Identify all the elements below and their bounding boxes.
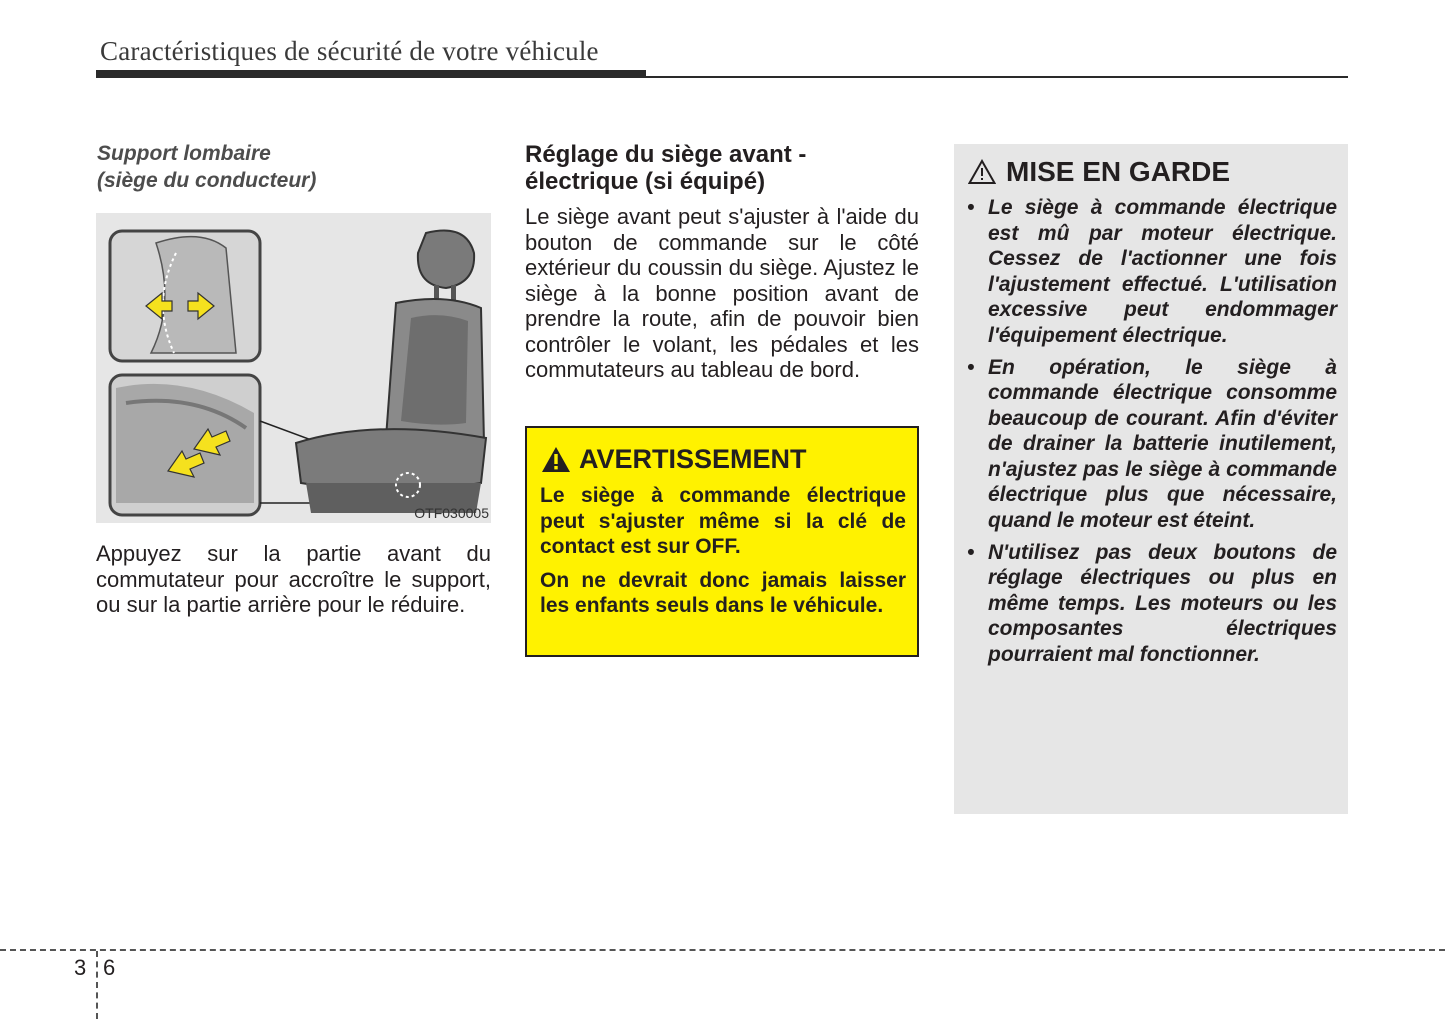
seat-diagram	[96, 213, 491, 523]
footer-dashed-divider	[96, 951, 98, 1019]
bullet: •	[967, 355, 975, 379]
warning-paragraph-1: Le siège à commande électrique peut s'ajuster même si la clé de contact est sur OFF.	[540, 484, 906, 558]
warning-title	[541, 444, 807, 475]
caution-title-text: MISE EN GARDE	[1006, 156, 1231, 187]
power-seat-heading	[525, 141, 806, 195]
caution-item-text: N'utilisez pas deux boutons de réglage électriques ou plus en même temps. Les moteurs ou les composantes électriques pourraient mal fonctionner.	[988, 540, 1337, 666]
figure-code: OTF030005	[414, 505, 489, 521]
switch-inset	[110, 375, 260, 515]
caution-item	[967, 540, 1337, 668]
footer-dashed-rule	[0, 949, 1445, 951]
lumbar-inset	[110, 231, 260, 361]
caution-list	[967, 195, 1337, 674]
warning-box	[525, 426, 919, 657]
page-number: 6	[103, 955, 116, 980]
lumbar-support-subtitle	[97, 140, 316, 194]
caution-item	[967, 355, 1337, 534]
caution-triangle-icon	[968, 159, 996, 185]
subtitle-line-2: (siège du conducteur)	[97, 169, 317, 192]
subtitle-line-1: Support lombaire	[97, 142, 271, 165]
power-seat-description: Le siège avant peut s'ajuster à l'aide du bouton de commande sur le côté extérieur du coussin du siège. Ajustez le siège à la bonne position avant de prendre la route, afin de pouvoir bien contrôler le volant, les pédales et les commutateurs au tableau de bord.	[525, 204, 919, 382]
heading-line-1: Réglage du siège avant -	[525, 141, 807, 168]
bullet: •	[967, 540, 975, 564]
caution-item-text: En opération, le siège à commande électrique consomme beaucoup de courant. Afin d'éviter de drainer la batterie inutilement, n'ajustez pas le siège à commande électrique plus que nécessaire, quand le moteur est éteint.	[988, 355, 1337, 532]
warning-title-text: AVERTISSEMENT	[579, 444, 807, 474]
caution-item	[967, 195, 1337, 348]
header-rule-thin	[646, 76, 1348, 78]
caution-item-text: Le siège à commande électrique est mû par moteur électrique. Cessez de l'actionner une fois l'ajustement effectué. L'utilisation excessive peut endommager l'équipement électrique.	[988, 196, 1337, 347]
lumbar-instructions: Appuyez sur la partie avant du commutateur pour accroître le support, ou sur la partie arrière pour le réduire.	[96, 541, 491, 617]
page-header-title: Caractéristiques de sécurité de votre véhicule	[100, 36, 599, 66]
warning-triangle-icon	[541, 446, 571, 473]
front-seat-graphic	[296, 231, 486, 514]
header-rule-thick	[96, 70, 646, 78]
caution-box	[954, 144, 1348, 814]
heading-line-2: électrique (si équipé)	[525, 168, 766, 195]
lumbar-seat-illustration	[96, 213, 491, 523]
warning-paragraph-2: On ne devrait donc jamais laisser les enfants seuls dans le véhicule.	[540, 568, 906, 617]
bullet: •	[967, 196, 975, 219]
caution-title	[968, 156, 1230, 188]
page-section-number: 3	[74, 955, 87, 980]
